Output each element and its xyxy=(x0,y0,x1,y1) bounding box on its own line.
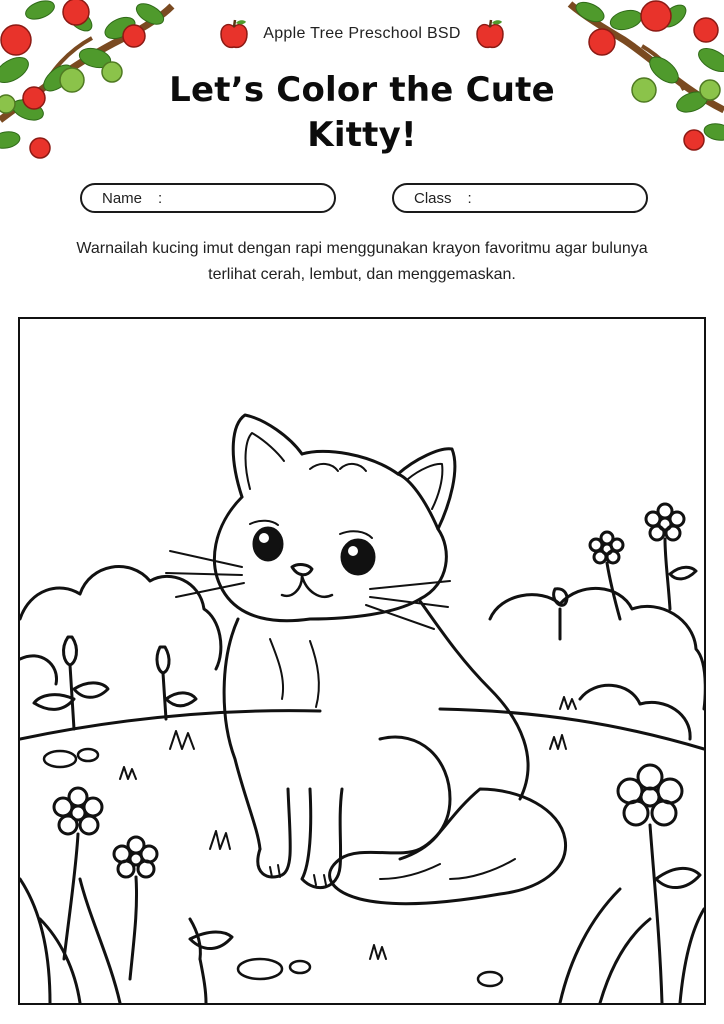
flowers-foreground-left xyxy=(20,788,232,1003)
school-header xyxy=(0,16,724,52)
bush-right xyxy=(490,588,704,709)
kitty-tail xyxy=(330,789,566,904)
kitty-illustration xyxy=(20,319,704,1003)
bush-left xyxy=(20,567,221,669)
name-field[interactable] xyxy=(80,183,336,213)
apple-icon xyxy=(475,18,505,50)
name-separator: : xyxy=(158,189,163,207)
class-label: Class xyxy=(414,189,452,207)
apple-icon xyxy=(219,18,249,50)
class-field[interactable] xyxy=(392,183,648,213)
class-separator: : xyxy=(467,189,472,207)
page-title: Let’s Color the Cute Kitty! xyxy=(169,70,555,155)
instructions-text: Warnailah kucing imut dengan rapi menggunakan krayon favoritmu agar bulunya terlihat cerah, lembut, dan menggemaskan. xyxy=(76,240,648,283)
coloring-frame xyxy=(18,317,706,1005)
kitty xyxy=(166,415,566,904)
ground xyxy=(20,709,704,749)
grass-tufts xyxy=(120,697,576,959)
flowers-foreground-right xyxy=(560,765,704,1003)
name-label: Name xyxy=(102,189,143,207)
flower-bg-right xyxy=(554,504,696,639)
school-name: Apple Tree Preschool BSD xyxy=(263,25,461,42)
